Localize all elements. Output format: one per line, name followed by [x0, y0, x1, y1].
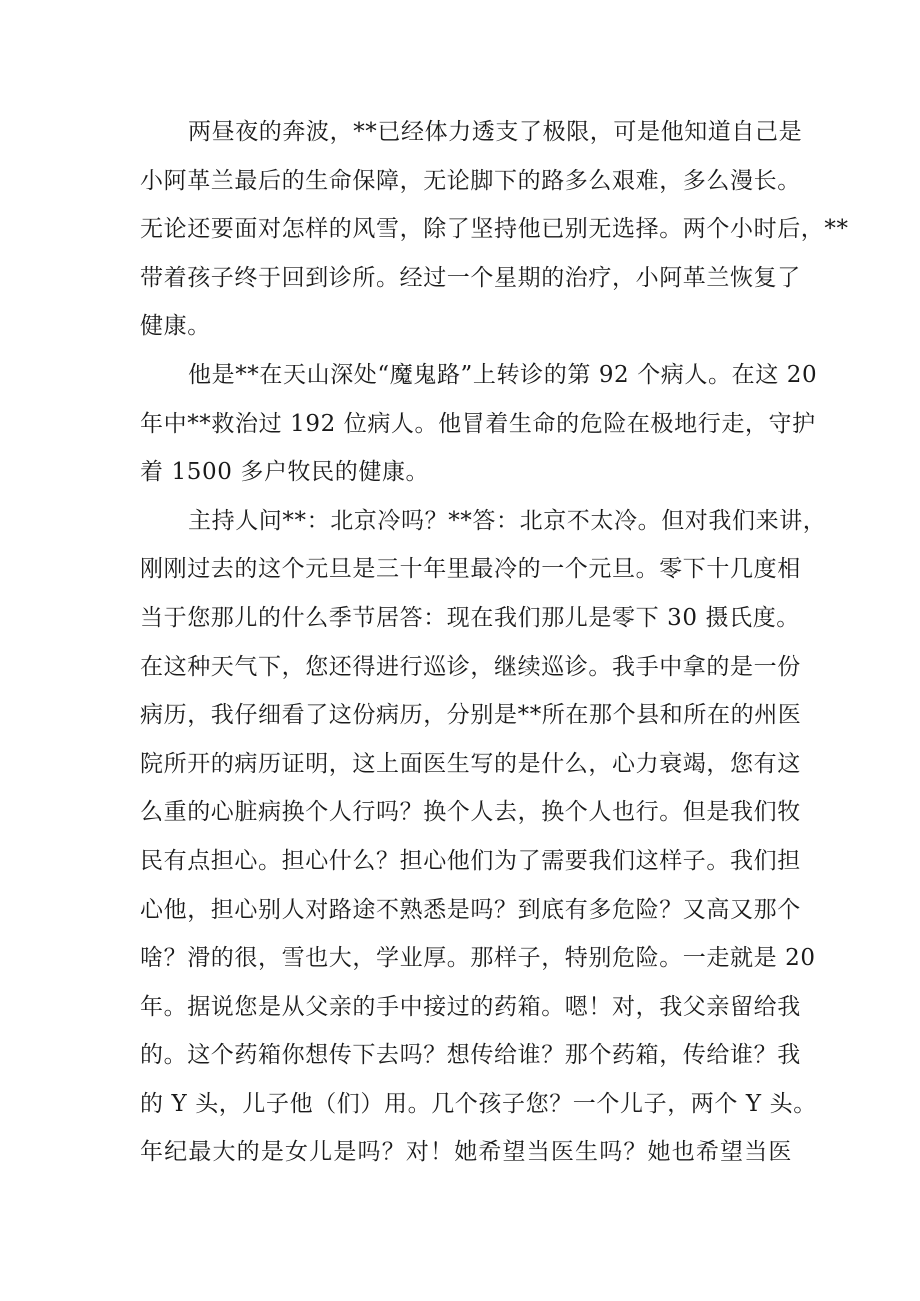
paragraph-3-line-12: 的。这个药箱你想传下去吗？想传给谁？那个药箱，传给谁？我 — [140, 1042, 801, 1069]
paragraph-3-line-11: 年。据说您是从父亲的手中接过的药箱。嗯！对，我父亲留给我 — [140, 993, 801, 1020]
paragraph-3-line-14: 年纪最大的是女儿是吗？对！她希望当医生吗？她也希望当医 — [140, 1139, 792, 1166]
paragraph-2-line-1: 他是**在天山深处“魔鬼路”上转诊的第 92 个病人。在这 20 — [188, 361, 818, 388]
paragraph-2-line-3: 着 1500 多户牧民的健康。 — [140, 459, 430, 486]
paragraph-3-line-13: 的 Y 头，儿子他（们）用。几个孩子您？一个儿子，两个 Y 头。 — [140, 1090, 817, 1117]
paragraph-3-line-7: 么重的心脏病换个人行吗？换个人去，换个人也行。但是我们牧 — [140, 799, 801, 826]
paragraph-3-line-2: 刚刚过去的这个元旦是三十年里最冷的一个元旦。零下十几度相 — [140, 556, 801, 583]
paragraph-3-line-9: 心他，担心别人对路途不熟悉是吗？到底有多危险？又高又那个 — [140, 896, 801, 923]
paragraph-3-line-5: 病历，我仔细看了这份病历，分别是**所在那个县和所在的州医 — [140, 702, 802, 729]
document-body — [140, 108, 849, 1177]
paragraph-3-line-1: 主持人问**：北京冷吗？**答：北京不太冷。但对我们来讲， — [188, 507, 827, 534]
paragraph-3-line-3: 当于您那儿的什么季节居答：现在我们那儿是零下 30 摄氏度。 — [140, 604, 800, 631]
paragraph-3-line-6: 院所开的病历证明，这上面医生写的是什么，心力衰竭，您有这 — [140, 750, 801, 777]
paragraph-1-line-4: 带着孩子终于回到诊所。经过一个星期的治疗，小阿革兰恢复了 — [140, 264, 801, 291]
paragraph-2-line-2: 年中**救治过 192 位病人。他冒着生命的危险在极地行走，守护 — [140, 410, 816, 437]
paragraph-3-line-4: 在这种天气下，您还得进行巡诊，继续巡诊。我手中拿的是一份 — [140, 653, 801, 680]
paragraph-1-line-5: 健康。 — [140, 313, 211, 340]
paragraph-3-line-8: 民有点担心。担心什么？担心他们为了需要我们这样子。我们担 — [140, 847, 801, 874]
paragraph-1-line-2: 小阿革兰最后的生命保障，无论脚下的路多么艰难，多么漫长。 — [140, 167, 801, 194]
paragraph-1-line-3: 无论还要面对怎样的风雪，除了坚持他已别无选择。两个小时后，** — [140, 216, 849, 243]
paragraph-3-line-10: 啥？滑的很，雪也大，学业厚。那样子，特别危险。一走就是 20 — [140, 945, 816, 972]
paragraph-1-line-1: 两昼夜的奔波，**已经体力透支了极限，可是他知道自己是 — [188, 119, 803, 145]
